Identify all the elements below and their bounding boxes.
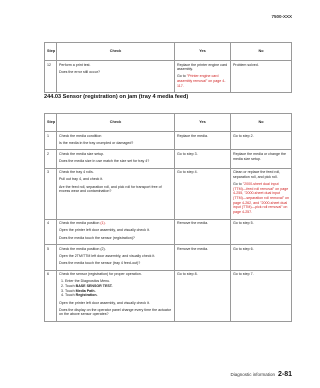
table-row bbox=[45, 150, 292, 168]
table-row bbox=[45, 219, 292, 245]
check-cell bbox=[57, 270, 175, 321]
step-number: 2 bbox=[45, 150, 57, 168]
check-question: Are the feed roll, separation roll, and pick roll for transport free of excess wear and contamination? bbox=[59, 184, 162, 194]
table-row bbox=[45, 168, 292, 219]
yes-cell: Remove the media. bbox=[175, 219, 231, 245]
table-row bbox=[45, 270, 292, 321]
cross-reference-link[interactable]: "2000-sheet dual input (TTM)—feed roll removal" on page 4-255, "2000-sheet dual input (TTM)—separation roll removal" on page 4-262, and "2000-sheet dual input (TTM)—pick roll removal" on page 4-257. bbox=[233, 182, 289, 215]
check-cell bbox=[57, 168, 175, 219]
check-text-part: Check the media position bbox=[59, 221, 101, 226]
step-number: 6 bbox=[45, 270, 57, 321]
header-no: No bbox=[231, 43, 292, 61]
troubleshooting-table bbox=[44, 113, 292, 322]
yes-text: Replace the printer engine card assembly. bbox=[177, 62, 228, 72]
goto-text: Go to bbox=[233, 182, 243, 187]
yes-cell: Remove the media. bbox=[175, 245, 231, 271]
check-question: Does the display on the operator panel change every time the actuator on the above sensor operates? bbox=[59, 307, 172, 317]
continued-table bbox=[44, 42, 292, 93]
no-cell: Go to step 2. bbox=[231, 132, 292, 150]
check-cell bbox=[57, 61, 175, 93]
no-cell: Go to step 7. bbox=[231, 270, 292, 321]
check-text: Open the printer left door assembly, and visually check it. bbox=[59, 228, 150, 233]
check-text: Open the printer left door assembly, and visually check it. bbox=[59, 300, 150, 305]
header-check: Check bbox=[57, 43, 175, 61]
no-goto bbox=[233, 182, 289, 215]
check-text: Check the media condition bbox=[59, 133, 102, 138]
header-yes: Yes bbox=[175, 114, 231, 132]
page-header-code: 7500-XXX bbox=[271, 14, 292, 19]
list-item-bold: Media Path. bbox=[75, 288, 96, 293]
check-question: Is the media in the tray crumpled or damaged? bbox=[59, 140, 134, 145]
no-cell: Replace the media or change the media size setup. bbox=[231, 150, 292, 168]
check-cell bbox=[57, 219, 175, 245]
no-cell bbox=[231, 168, 292, 219]
page-number: 2-81 bbox=[277, 371, 292, 378]
yes-cell: Replace the media. bbox=[175, 132, 231, 150]
table-row bbox=[45, 61, 292, 93]
yes-cell bbox=[175, 61, 231, 93]
list-item-text: Enter the Diagnostics Menu. bbox=[65, 279, 111, 284]
footer-label: Diagnostic information bbox=[230, 372, 275, 377]
page-footer bbox=[230, 371, 292, 378]
step-number: 1 bbox=[45, 132, 57, 150]
step-number: 12 bbox=[45, 61, 57, 93]
list-item-bold: Registration. bbox=[75, 293, 98, 298]
yes-goto bbox=[177, 74, 228, 88]
table-row bbox=[45, 132, 292, 150]
section-title: 244.03 Sensor (registration) on jam (tray 4 media feed) bbox=[44, 94, 189, 100]
list-item-text: Touch bbox=[65, 293, 76, 298]
yes-cell: Go to step 3. bbox=[175, 150, 231, 168]
list-item-text: Touch bbox=[65, 284, 76, 289]
header-yes: Yes bbox=[175, 43, 231, 61]
step-number: 3 bbox=[45, 168, 57, 219]
check-text bbox=[59, 221, 172, 226]
procedure-list bbox=[59, 279, 172, 298]
step-number: 4 bbox=[45, 219, 57, 245]
check-text: Open the 2TM/TTM left door assembly, and visually check it. bbox=[59, 253, 156, 258]
header-no: No bbox=[231, 114, 292, 132]
no-text: Clean or replace the feed roll, separation roll, and pick roll. bbox=[233, 170, 281, 179]
check-cell bbox=[57, 245, 175, 271]
check-question: Does the error still occur? bbox=[59, 69, 100, 74]
yes-cell: Go to step 4. bbox=[175, 168, 231, 219]
list-item-bold: BASE SENSOR TEST. bbox=[75, 284, 113, 289]
cross-reference-link[interactable]: "Printer engine card assembly removal" on page 4-117. bbox=[177, 74, 226, 88]
step-number: 5 bbox=[45, 245, 57, 271]
header-step: Step bbox=[45, 114, 57, 132]
check-cell bbox=[57, 132, 175, 150]
table-row bbox=[45, 245, 292, 271]
check-question: Does the media touch the sensor (registration)? bbox=[59, 235, 135, 240]
check-text: Check the media position (2). bbox=[59, 246, 106, 251]
figure-callout-link[interactable]: (1). bbox=[100, 221, 106, 226]
list-item-text: Touch bbox=[65, 288, 76, 293]
check-cell bbox=[57, 150, 175, 168]
check-text: Check the tray 4 rolls. bbox=[59, 170, 94, 175]
header-check: Check bbox=[57, 114, 175, 132]
no-cell: Go to step 6. bbox=[231, 245, 292, 271]
table-header-row bbox=[45, 43, 292, 61]
list-item bbox=[65, 293, 172, 298]
no-cell: Go to step 5. bbox=[231, 219, 292, 245]
goto-text: Go to bbox=[177, 74, 187, 79]
header-step: Step bbox=[45, 43, 57, 61]
check-question: Does the media size in use match the size set for tray 4? bbox=[59, 159, 150, 164]
no-cell: Problem solved. bbox=[231, 61, 292, 93]
check-text: Perform a print test. bbox=[59, 62, 91, 67]
yes-cell: Go to step 8. bbox=[175, 270, 231, 321]
check-text: Check the sensor (registration) for proper operation. bbox=[59, 272, 142, 277]
check-text: Check the media size setup. bbox=[59, 151, 105, 156]
check-text: Pull out tray 4, and check it. bbox=[59, 177, 104, 182]
check-question: Does the media touch the sensor (tray 4 feed-out)? bbox=[59, 261, 141, 266]
table-header-row bbox=[45, 114, 292, 132]
